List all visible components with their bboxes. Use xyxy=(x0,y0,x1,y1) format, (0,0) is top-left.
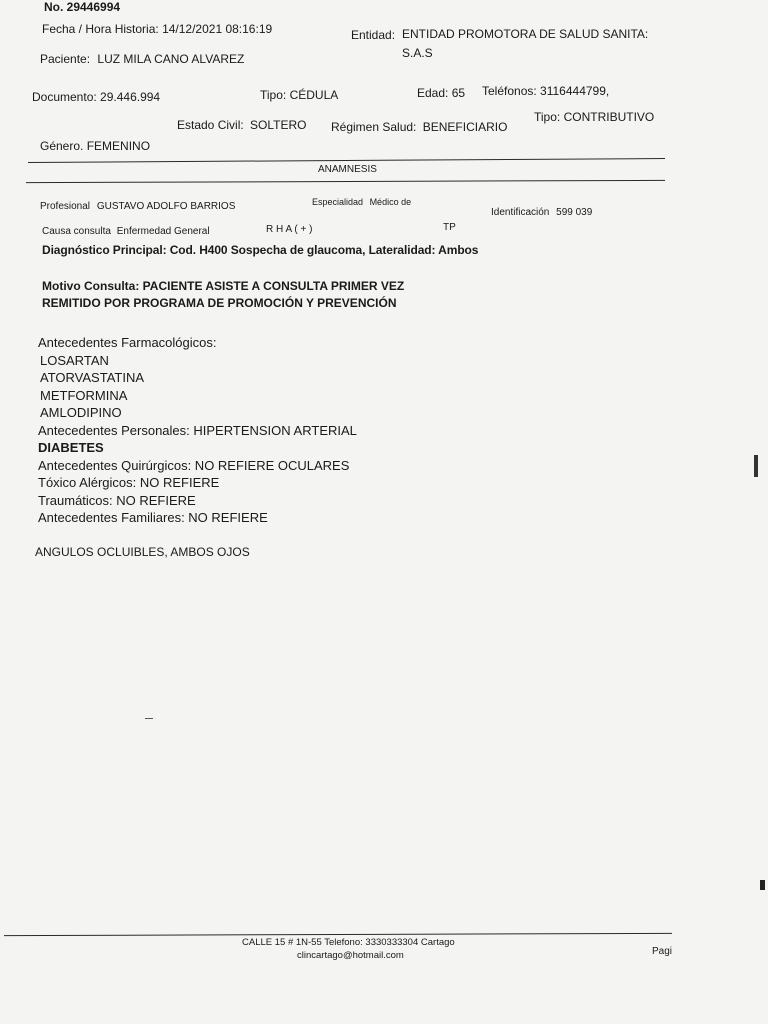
tipo-doc-value: CÉDULA xyxy=(289,88,339,102)
antecedentes-quirurgicos: Antecedentes Quirúrgicos: NO REFIERE OCULARES xyxy=(38,457,350,473)
medication-item: AMLODIPINO xyxy=(40,405,122,420)
especialidad-value: Médico de xyxy=(369,197,412,207)
motivo-consulta-line2: REMITIDO POR PROGRAMA DE PROMOCIÓN Y PREVENCIÓN xyxy=(42,296,397,310)
tipo-documento xyxy=(260,88,338,102)
motivo-consulta-line1: Motivo Consulta: PACIENTE ASISTE A CONSULTA PRIMER VEZ xyxy=(42,279,405,293)
antecedentes-personales: Antecedentes Personales: HIPERTENSION ARTERIAL xyxy=(38,422,357,438)
hallazgo-angulos: ANGULOS OCLUIBLES, AMBOS OJOS xyxy=(35,545,250,559)
fecha-value: 14/12/2021 08:16:19 xyxy=(162,22,273,36)
medication-item: METFORMINA xyxy=(40,387,128,403)
section-bottom-rule xyxy=(26,180,665,183)
tipo-afiliacion xyxy=(534,110,654,124)
edad-value: 65 xyxy=(451,86,466,100)
scan-speck xyxy=(145,718,153,719)
antecedentes-list xyxy=(38,334,357,527)
especialidad-label: Especialidad xyxy=(312,197,364,207)
fecha-label: Fecha / Hora Historia: xyxy=(42,22,159,36)
paciente-label: Paciente: xyxy=(40,52,91,66)
entidad-label: Entidad: xyxy=(351,28,396,42)
footer-page-label: Pagi xyxy=(652,946,673,957)
estado-civil xyxy=(177,118,307,132)
tipo-afil-label: Tipo: xyxy=(534,110,561,124)
fecha-hora-historia xyxy=(42,22,272,36)
profesional xyxy=(40,201,235,212)
footer-rule xyxy=(4,933,672,936)
genero-value: FEMENINO xyxy=(86,139,151,153)
identificacion-label: Identificación xyxy=(491,207,550,218)
medication-item: LOSARTAN xyxy=(40,352,109,368)
paciente xyxy=(40,52,244,66)
scan-edge-mark xyxy=(760,880,765,890)
regimen-label: Régimen Salud: xyxy=(331,120,417,134)
genero xyxy=(40,139,150,153)
causa-consulta xyxy=(42,226,210,237)
causa-label: Causa consulta xyxy=(42,226,111,237)
documento-value: 29.446.994 xyxy=(100,90,161,104)
estado-civil-label: Estado Civil: xyxy=(177,118,244,132)
regimen-value: BENEFICIARIO xyxy=(422,120,508,134)
footer-email: clincartago@hotmail.com xyxy=(297,950,404,961)
edad xyxy=(417,86,465,100)
profesional-value: GUSTAVO ADOLFO BARRIOS xyxy=(96,201,236,212)
footer-address: CALLE 15 # 1N-55 Telefono: 3330333304 Cartago xyxy=(242,937,455,948)
regimen-salud xyxy=(331,120,507,134)
traumaticos: Traumáticos: NO REFIERE xyxy=(38,492,196,508)
antecedente-diabetes: DIABETES xyxy=(38,440,104,455)
section-title: ANAMNESIS xyxy=(318,164,377,175)
tp: TP xyxy=(443,222,456,233)
edad-label: Edad: xyxy=(417,86,449,100)
entidad-value-line1: ENTIDAD PROMOTORA DE SALUD SANITA: xyxy=(402,27,649,41)
paciente-value: LUZ MILA CANO ALVAREZ xyxy=(97,52,245,66)
telefonos-value: 3116444799, xyxy=(540,84,610,98)
identificacion xyxy=(491,207,592,218)
tipo-doc-label: Tipo: xyxy=(260,88,287,102)
telefonos xyxy=(482,84,609,98)
section-top-rule xyxy=(28,158,665,163)
especialidad xyxy=(312,197,411,207)
record-number: No. 29446994 xyxy=(44,0,121,14)
tipo-afil-value: CONTRIBUTIVO xyxy=(563,110,655,124)
medication-item: ATORVASTATINA xyxy=(40,370,145,385)
estado-civil-value: SOLTERO xyxy=(250,118,307,132)
diagnostico-principal: Diagnóstico Principal: Cod. H400 Sospecha de glaucoma, Lateralidad: Ambos xyxy=(42,243,479,257)
documento-label: Documento: xyxy=(32,90,97,104)
scan-edge-mark xyxy=(754,455,758,477)
profesional-label: Profesional xyxy=(40,201,91,212)
genero-label: Género. xyxy=(40,139,84,153)
rha: R H A ( + ) xyxy=(266,224,313,235)
toxico-alergicos: Tóxico Alérgicos: NO REFIERE xyxy=(38,475,220,490)
telefonos-label: Teléfonos: xyxy=(482,84,537,98)
entidad-value-line2: S.A.S xyxy=(402,46,433,60)
antecedentes-familiares: Antecedentes Familiares: NO REFIERE xyxy=(38,510,268,525)
antecedentes-farmacologicos: Antecedentes Farmacológicos: xyxy=(38,335,217,350)
causa-value: Enfermedad General xyxy=(116,226,210,237)
documento xyxy=(32,90,160,104)
identificacion-value: 599 039 xyxy=(556,207,593,218)
